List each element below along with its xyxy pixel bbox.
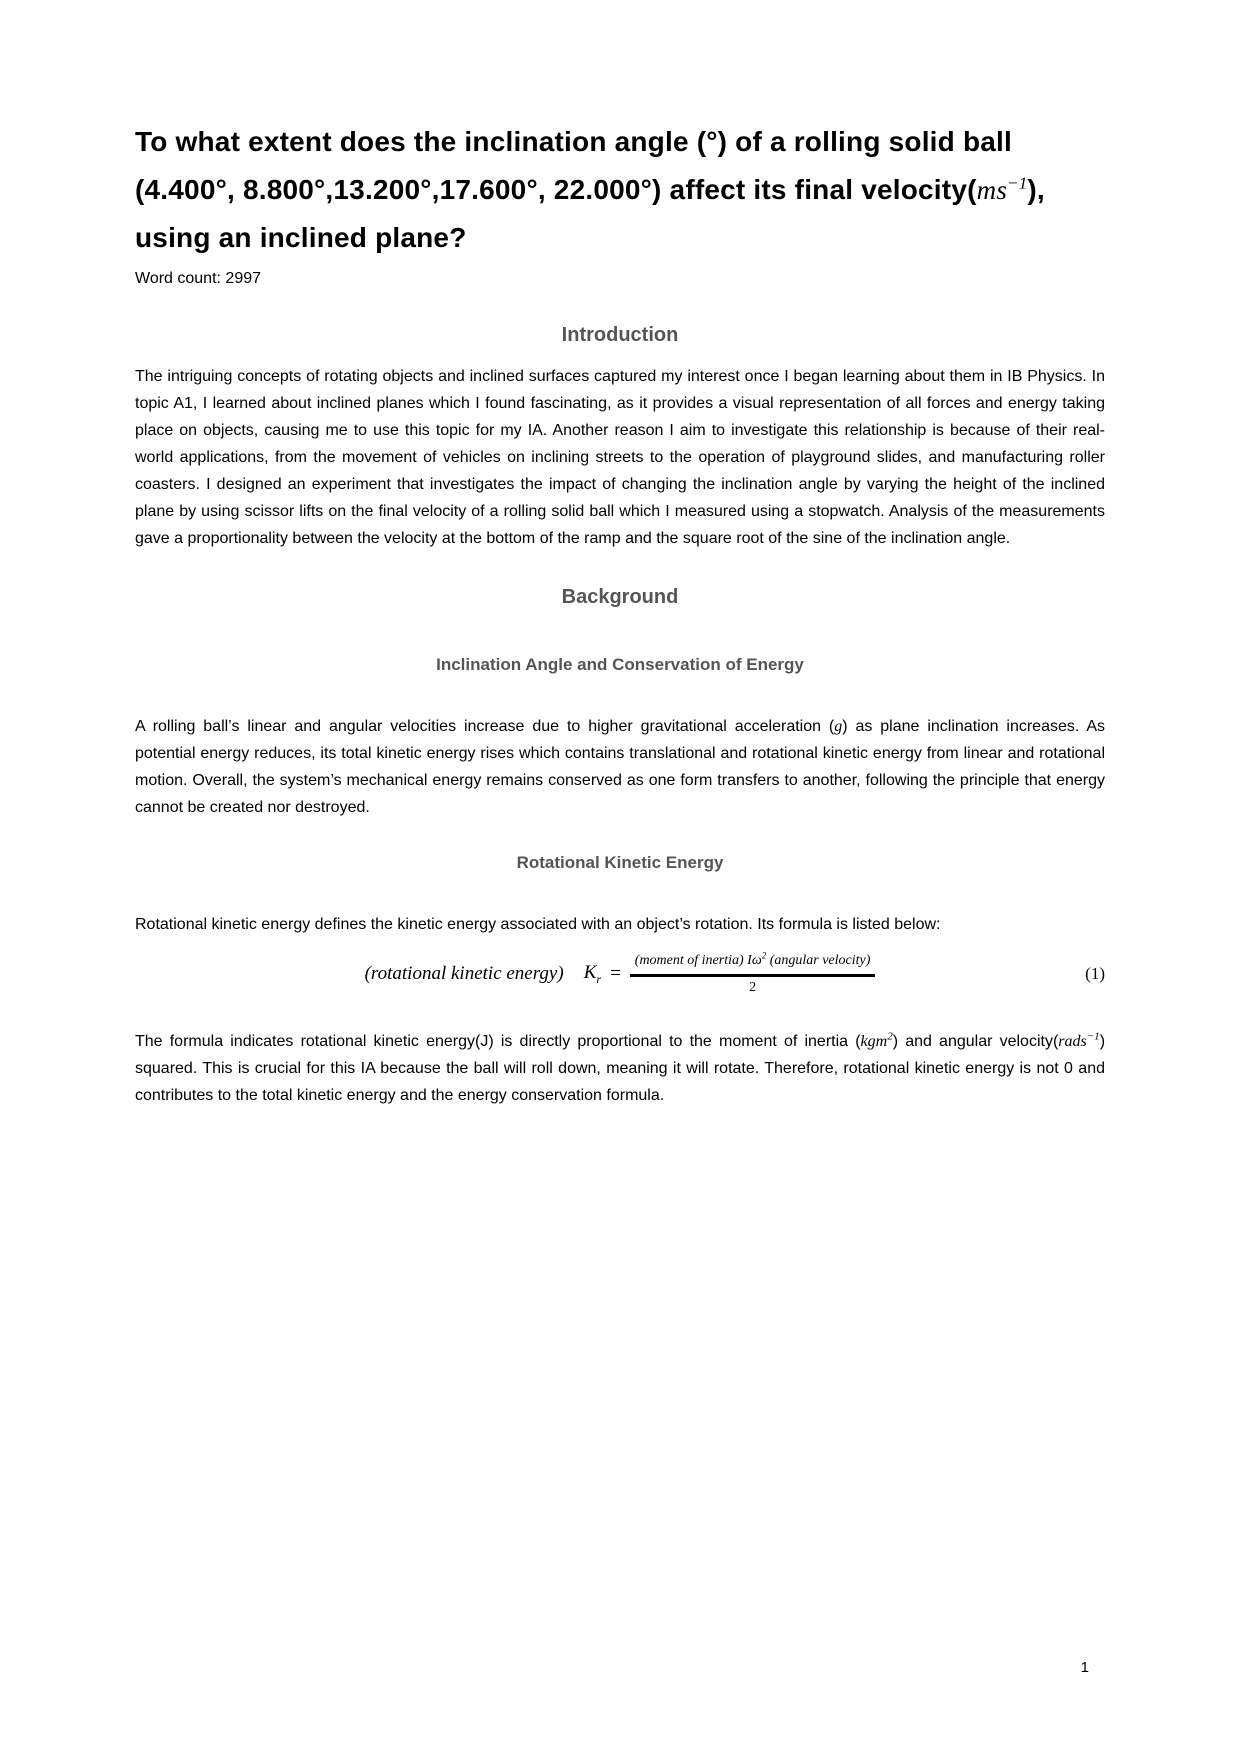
conservation-text-part2: ) as plane inclination increases. As potential energy reduces, its total kinetic energy rises which contains translational and rotational kinetic energy from linear and rotational motion. Overall, the system’s mechanical energy remains conserved as one form transfers to another, following the principle that energy cannot be created nor destroyed.: [135, 718, 1106, 817]
rotational-kinetic-intro-paragraph: Rotational kinetic energy defines the kinetic energy associated with an object’s rotation. Its formula is listed below:: [135, 916, 941, 934]
title-math-exponent: −1: [1007, 173, 1028, 193]
equation-label: (rotational kinetic energy): [364, 963, 564, 985]
numerator-text: (moment of inertia) Iω: [634, 952, 762, 968]
math-g: g: [834, 718, 843, 736]
heading-rotational-kinetic-energy: Rotational Kinetic Energy: [516, 853, 724, 873]
numerator-text-post: (angular velocity): [766, 952, 871, 968]
title-text-part1: To what extent does the inclination angle (°) of a rolling solid ball (4.400°, 8.800°,13.200°,17.600°, 22.000°) affect its final velocity(: [135, 126, 1012, 206]
math-kgm: kgm: [860, 1033, 888, 1051]
equation-symbol-subscript-r: r: [596, 971, 602, 986]
page-number: 1: [1080, 1659, 1089, 1676]
equation-symbol-K: K: [583, 962, 597, 984]
math-rads-exponent: −1: [1086, 1031, 1100, 1044]
title-text-part2: ), using an inclined plane?: [135, 174, 1045, 254]
formula-explanation-paragraph: [135, 1028, 1105, 1109]
explanation-text-part2: ) and angular velocity(: [892, 1033, 1059, 1051]
equation-fraction: [630, 952, 876, 997]
heading-background: Background: [561, 586, 679, 609]
equation-number: (1): [1085, 964, 1105, 984]
conservation-text-part1: A rolling ball’s linear and angular velocities increase due to higher gravitational acceleration (: [135, 718, 835, 736]
numerator-exponent: 2: [761, 950, 767, 961]
conservation-of-energy-paragraph: [135, 713, 1105, 821]
explanation-text-part3: ) squared. This is crucial for this IA because the ball will roll down, meaning it will rotate. Therefore, rotational kinetic energy is not 0 and contributes to the total kinetic energy and the energy conservation formula.: [135, 1033, 1106, 1105]
introduction-paragraph: The intriguing concepts of rotating objects and inclined surfaces captured my interest once I began learning about them in IB Physics. In topic A1, I learned about inclined planes which I found fascinating, as it provides a visual representation of all forces and energy taking place on objects, causing me to use this topic for my IA. Another reason I aim to investigate this relationship is because of their real-world applications, from the movement of vehicles on inclining streets to the operation of playground slides, and manufacturing roller coasters. I designed an experiment that investigates the impact of changing the inclination angle by varying the height of the inclined plane by using scissor lifts on the final velocity of a rolling solid ball which I measured using a stopwatch. Analysis of the measurements gave a proportionality between the velocity at the bottom of the ramp and the square root of the sine of the inclination angle.: [135, 368, 1105, 548]
math-rads: rads: [1058, 1033, 1087, 1051]
fraction-numerator: [630, 952, 876, 977]
math-kgm-exponent: 2: [887, 1031, 893, 1044]
research-question-title: [135, 118, 1105, 262]
heading-inclination-angle-conservation: Inclination Angle and Conservation of Energy: [436, 655, 804, 675]
word-count: Word count: 2997: [135, 270, 262, 288]
equals-sign: =: [610, 963, 621, 985]
explanation-text-part1: The formula indicates rotational kinetic energy(J) is directly proportional to the moment of inertia (: [135, 1033, 861, 1051]
heading-introduction: Introduction: [561, 324, 679, 347]
equation-1: [135, 948, 1105, 1000]
fraction-denominator: 2: [749, 979, 757, 995]
title-math-ms: ms: [976, 175, 1008, 206]
equation-symbol-Kr: [584, 962, 601, 987]
